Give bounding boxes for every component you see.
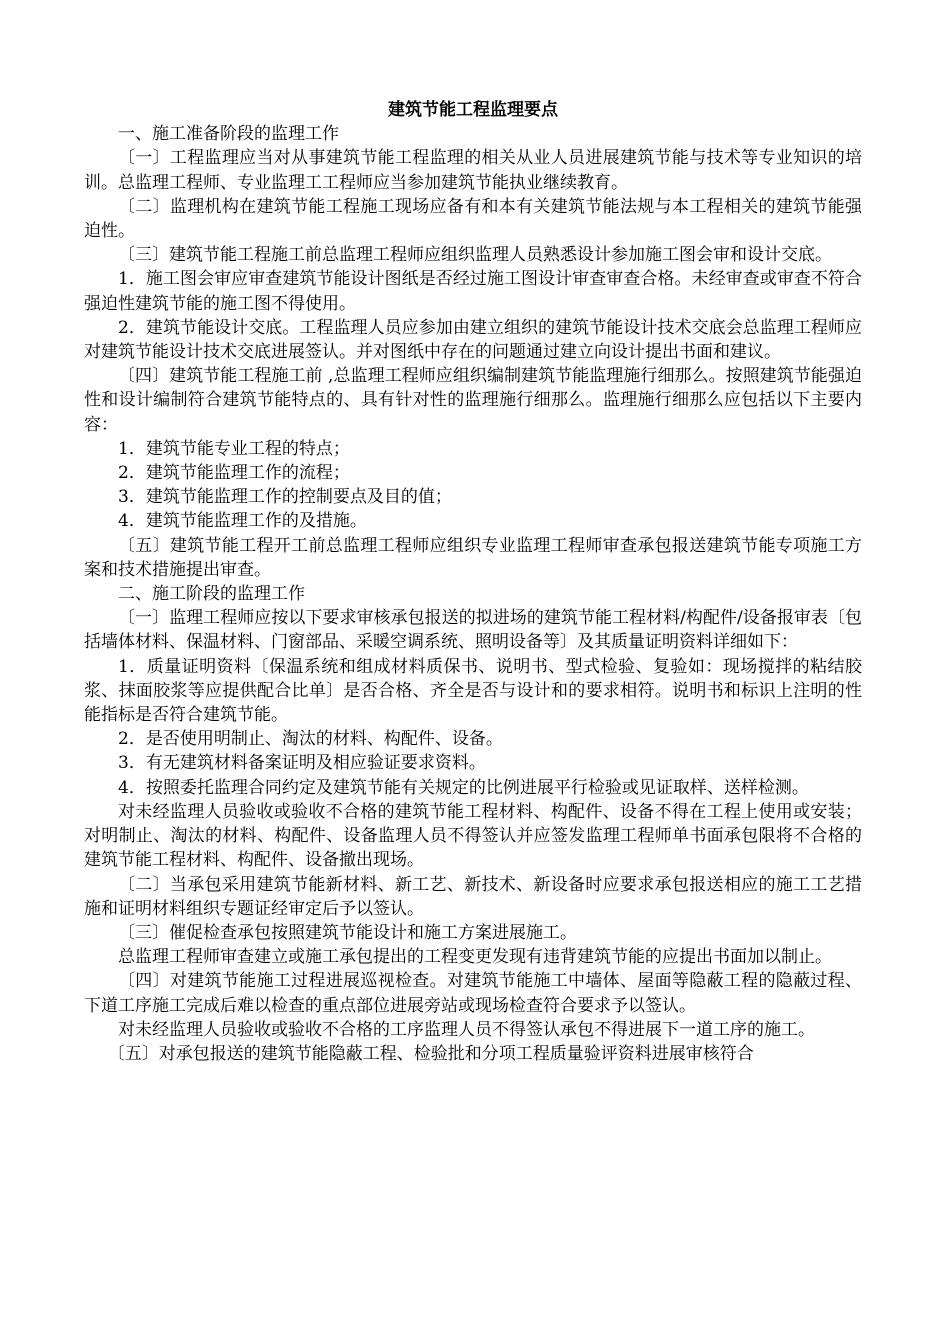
paragraph: 〔五〕建筑节能工程开工前总监理工程师应组织专业监理工程师审查承包报送建筑节能专项施工方案和技术措施提出审查。 [84,535,862,580]
paragraph: 〔三〕催促检查承包按照建筑节能设计和施工方案进展施工。 [118,922,577,943]
paragraph: 2．建筑节能设计交底。工程监理人员应参加由建立组织的建筑节能设计技术交底会总监理工程师应对建筑节能设计技术交底进展签认。并对图纸中存在的问题通过建立向设计提出书面和建议。 [84,317,862,363]
list-item: 2．建筑节能监理工作的流程； [118,463,350,484]
paragraph: 〔一〕工程监理应当对从事建筑节能工程监理的相关从业人员进展建筑节能与技术等专业知识的培训。总监理工程师、专业监理工工程师应当参加建筑节能执业继续教育。 [84,148,862,193]
document-title: 建筑节能工程监理要点 [388,100,558,120]
document-page [84,98,862,1066]
paragraph: 〔五〕对承包报送的建筑节能隐蔽工程、检验批和分项工程质量验评资料进展审核符合 [107,1043,754,1064]
paragraph: 1．质量证明资料〔保温系统和组成材料质保书、说明书、型式检验、复验如：现场搅拌的粘结胶浆、抹面胶浆等应提供配合比单〕是否合格、齐全是否与设计和的要求相符。说明书和标识上注明的性能指标是否符合建筑节能。 [84,656,862,726]
list-item: 3．有无建筑材料备案证明及相应验证要求资料。 [118,753,486,774]
list-item: 2．是否使用明制止、淘汰的材料、构配件、设备。 [118,729,503,750]
paragraph: 总监理工程师审查建立或施工承包提出的工程变更发现有违背建筑节能的应提出书面加以制止。 [118,947,832,968]
paragraph: 对未经监理人员验收或验收不合格的建筑节能工程材料、构配件、设备不得在工程上使用或安装；对明制止、淘汰的材料、构配件、设备监理人员不得签认并应签发监理工程师单书面承包限将不合格的建筑节能工程材料、构配件、设备撤出现场。 [84,801,862,871]
section-heading: 一、施工准备阶段的监理工作 [118,124,339,145]
section-heading: 二、施工阶段的监理工作 [118,584,305,605]
paragraph: 1．施工图会审应审查建筑节能设计图纸是否经过施工图设计审查审查合格。未经审查或审查不符合强迫性建筑节能的施工图不得使用。 [84,269,862,314]
paragraph: 对未经监理人员验收或验收不合格的工序监理人员不得签认承包不得进展下一道工序的施工。 [118,1019,815,1040]
paragraph: 〔一〕监理工程师应按以下要求审核承包报送的拟进场的建筑节能工程材料/构配件/设备报审表〔包括墙体材料、保温材料、门窗部品、采暖空调系统、照明设备等〕及其质量证明资料详细如下： [84,608,862,653]
paragraph: 〔三〕建筑节能工程施工前总监理工程师应组织监理人员熟悉设计参加施工图会审和设计交底。 [118,245,832,266]
list-item: 3．建筑节能监理工作的控制要点及目的值； [118,487,452,508]
list-item: 4．建筑节能监理工作的及措施。 [118,511,367,532]
list-item: 1．建筑节能专业工程的特点； [118,438,350,459]
paragraph: 4．按照委托监理合同约定及建筑节能有关规定的比例进展平行检验或见证取样、送样检测。 [118,777,809,798]
paragraph: 〔二〕监理机构在建筑节能工程施工现场应备有和本有关建筑节能法规与本工程相关的建筑节能强迫性。 [84,196,862,242]
paragraph: 〔四〕对建筑节能施工过程进展巡视检查。对建筑节能施工中墙体、屋面等隐蔽工程的隐蔽过程、下道工序施工完成后难以检查的重点部位进展旁站或现场检查符合要求予以签认。 [84,971,862,1016]
paragraph: 〔四〕建筑节能工程施工前 ,总监理工程师应组织编制建筑节能监理施行细那么。按照建筑节能强迫性和设计编制符合建筑节能特点的、具有针对性的监理施行细那么。监理施行细那么应包括以下主要内容： [84,366,862,435]
paragraph: 〔二〕当承包采用建筑节能新材料、新工艺、新技术、新设备时应要求承包报送相应的施工工艺措施和证明材料组织专题证经审定后予以签认。 [84,874,862,919]
